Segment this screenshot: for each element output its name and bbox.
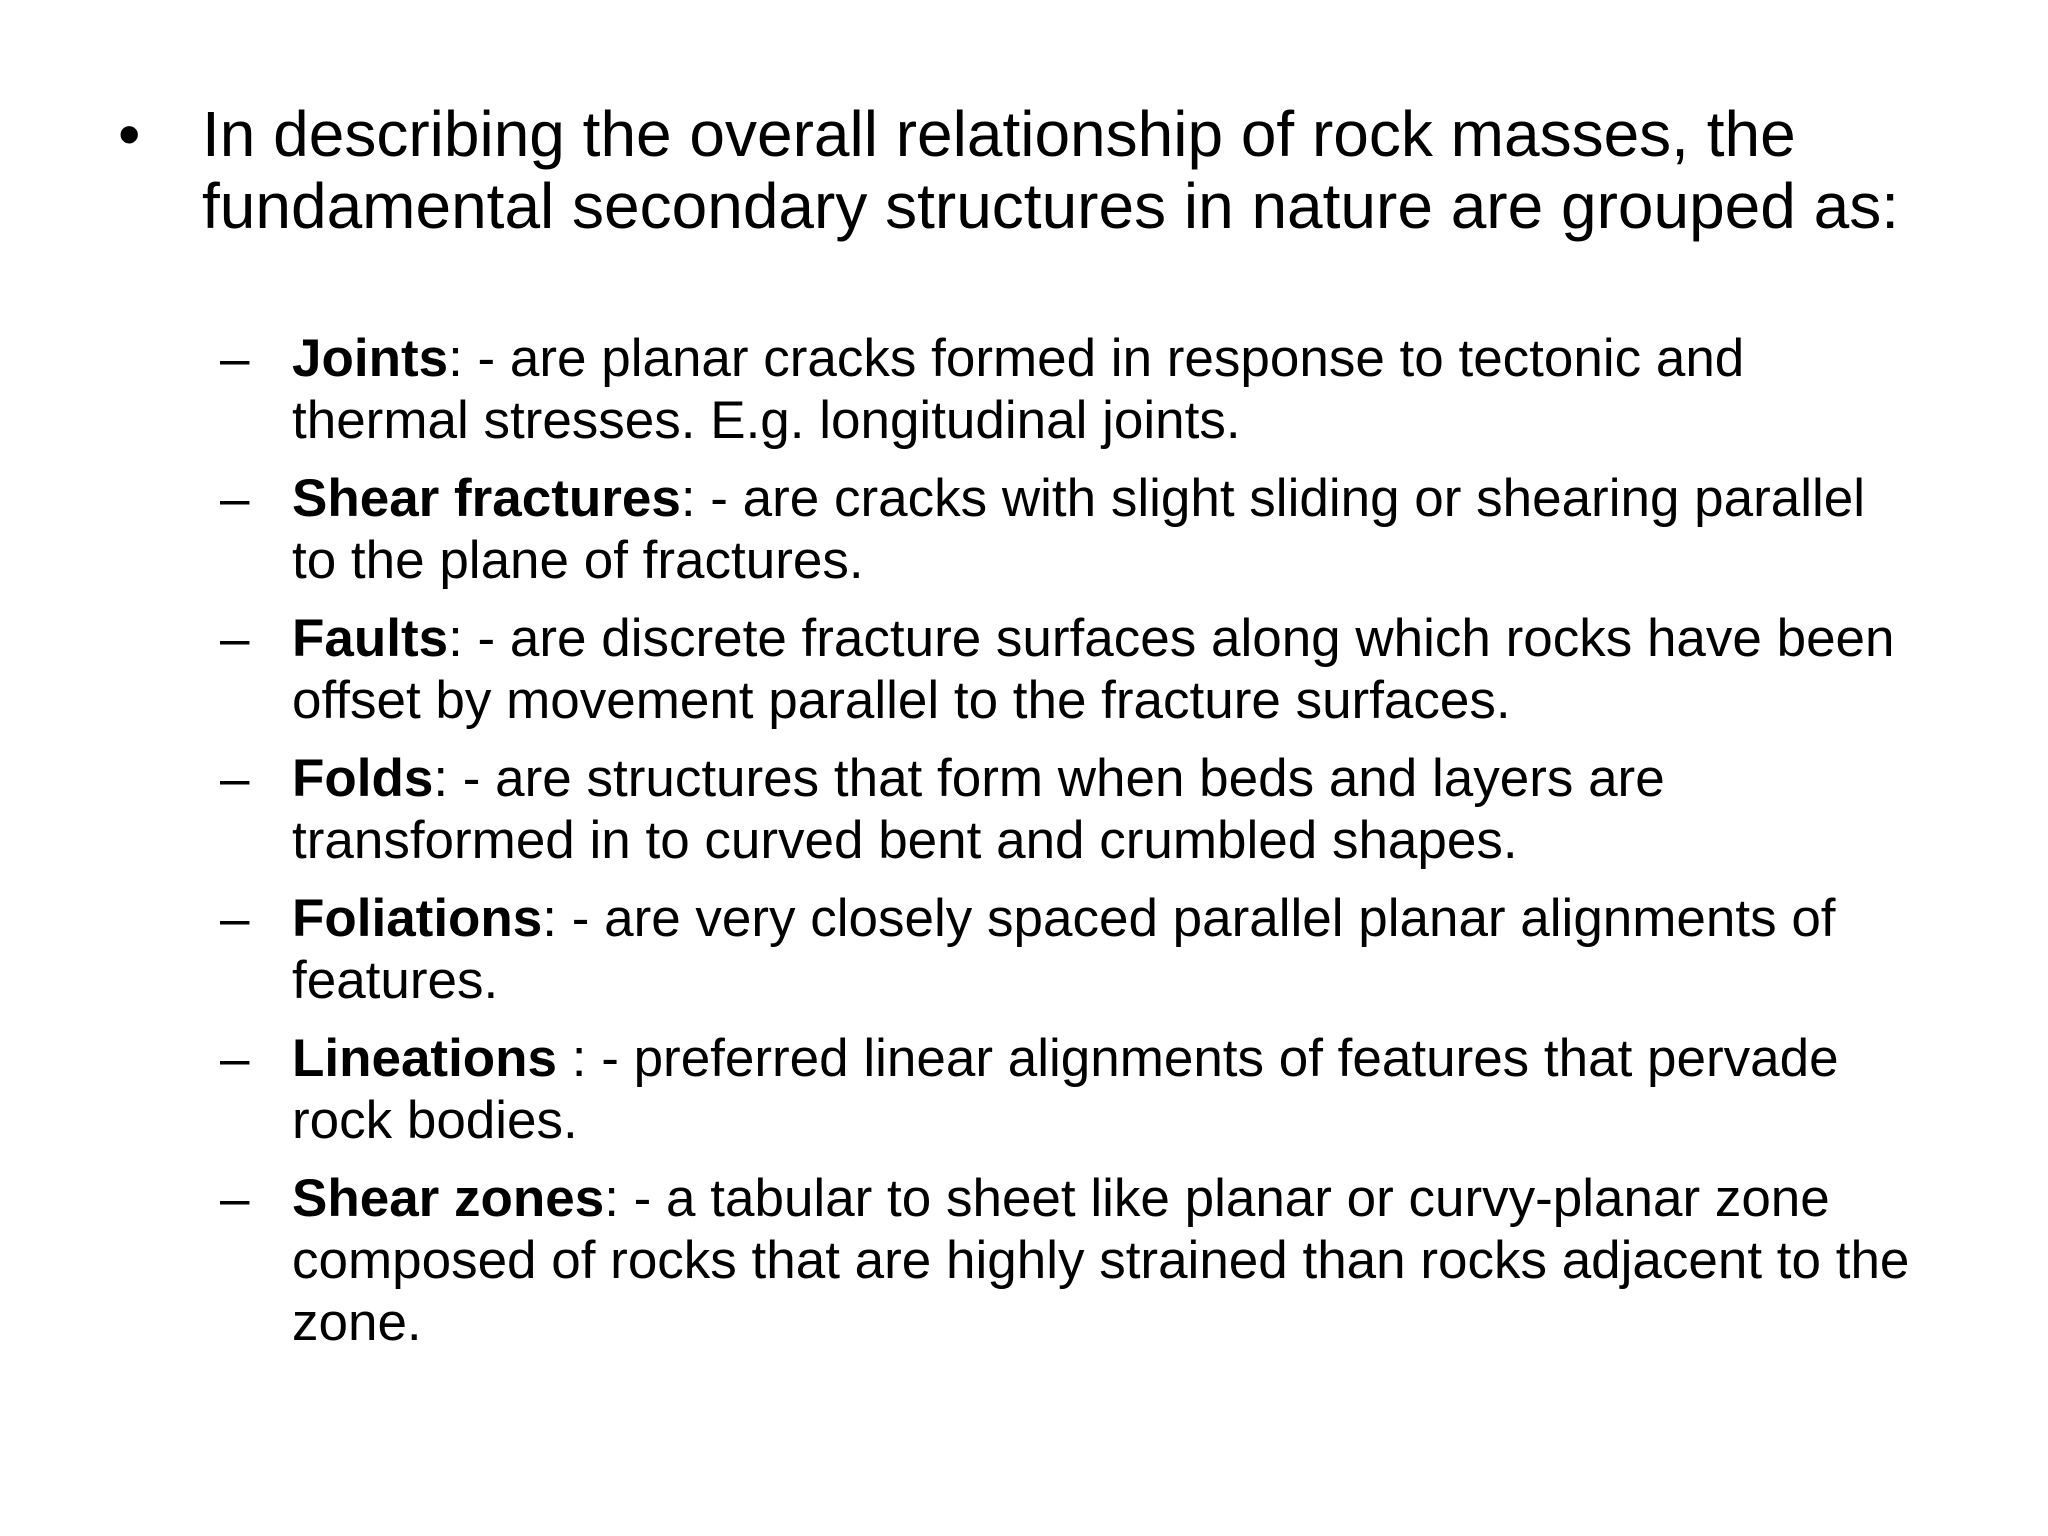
dash-icon: –	[220, 749, 250, 808]
structure-item-joints	[220, 328, 1920, 452]
structure-item-foliations	[220, 888, 1920, 1012]
structure-item-shear-fractures	[220, 468, 1920, 592]
term-shear-fractures: Shear fractures	[292, 469, 681, 528]
structure-text-foliations	[292, 888, 1917, 1012]
structure-text-shear-fractures	[292, 468, 1917, 592]
structure-text-joints	[292, 328, 1917, 452]
definition-faults: : - are discrete fracture surfaces along which rocks have been offset by movement parallel to the fracture surfaces.	[292, 609, 1895, 730]
definition-folds: : - are structures that form when beds and layers are transformed in to curved bent and crumbled shapes.	[292, 749, 1665, 870]
definition-lineations: : - preferred linear alignments of features that pervade rock bodies.	[292, 1029, 1839, 1150]
structure-text-lineations	[292, 1028, 1917, 1152]
structure-text-shear-zones	[292, 1168, 1917, 1354]
definition-shear-fractures: : - are cracks with slight sliding or shearing parallel to the plane of fractures.	[292, 469, 1866, 590]
structure-item-folds	[220, 748, 1920, 872]
term-shear-zones: Shear zones	[292, 1169, 605, 1228]
term-foliations: Foliations	[292, 889, 543, 948]
dash-icon: –	[220, 329, 250, 388]
structure-text-faults	[292, 608, 1917, 732]
term-folds: Folds	[292, 749, 434, 808]
main-bullet	[118, 98, 1948, 242]
structure-item-lineations	[220, 1028, 1920, 1152]
dash-icon: –	[220, 1169, 250, 1228]
dash-icon: –	[220, 469, 250, 528]
definition-joints: : - are planar cracks formed in response to tectonic and thermal stresses. E.g. longitudinal joints.	[292, 329, 1745, 450]
main-bullet-text: In describing the overall relationship of rock masses, the fundamental secondary structures in nature are grouped as:	[202, 98, 1899, 242]
structure-item-faults	[220, 608, 1920, 732]
dash-icon: –	[220, 889, 250, 948]
structure-item-shear-zones	[220, 1168, 1920, 1354]
structure-list	[220, 328, 1920, 1370]
term-joints: Joints	[292, 329, 449, 388]
definition-shear-zones: : - a tabular to sheet like planar or curvy-planar zone composed of rocks that are highly strained than rocks adjacent to the zone.	[292, 1169, 1910, 1352]
term-faults: Faults	[292, 609, 449, 668]
dash-icon: –	[220, 609, 250, 668]
definition-foliations: : - are very closely spaced parallel planar alignments of features.	[292, 889, 1836, 1010]
structure-text-folds	[292, 748, 1917, 872]
term-lineations: Lineations	[292, 1029, 558, 1088]
dash-icon: –	[220, 1029, 250, 1088]
bullet-dot-icon: •	[118, 98, 141, 170]
